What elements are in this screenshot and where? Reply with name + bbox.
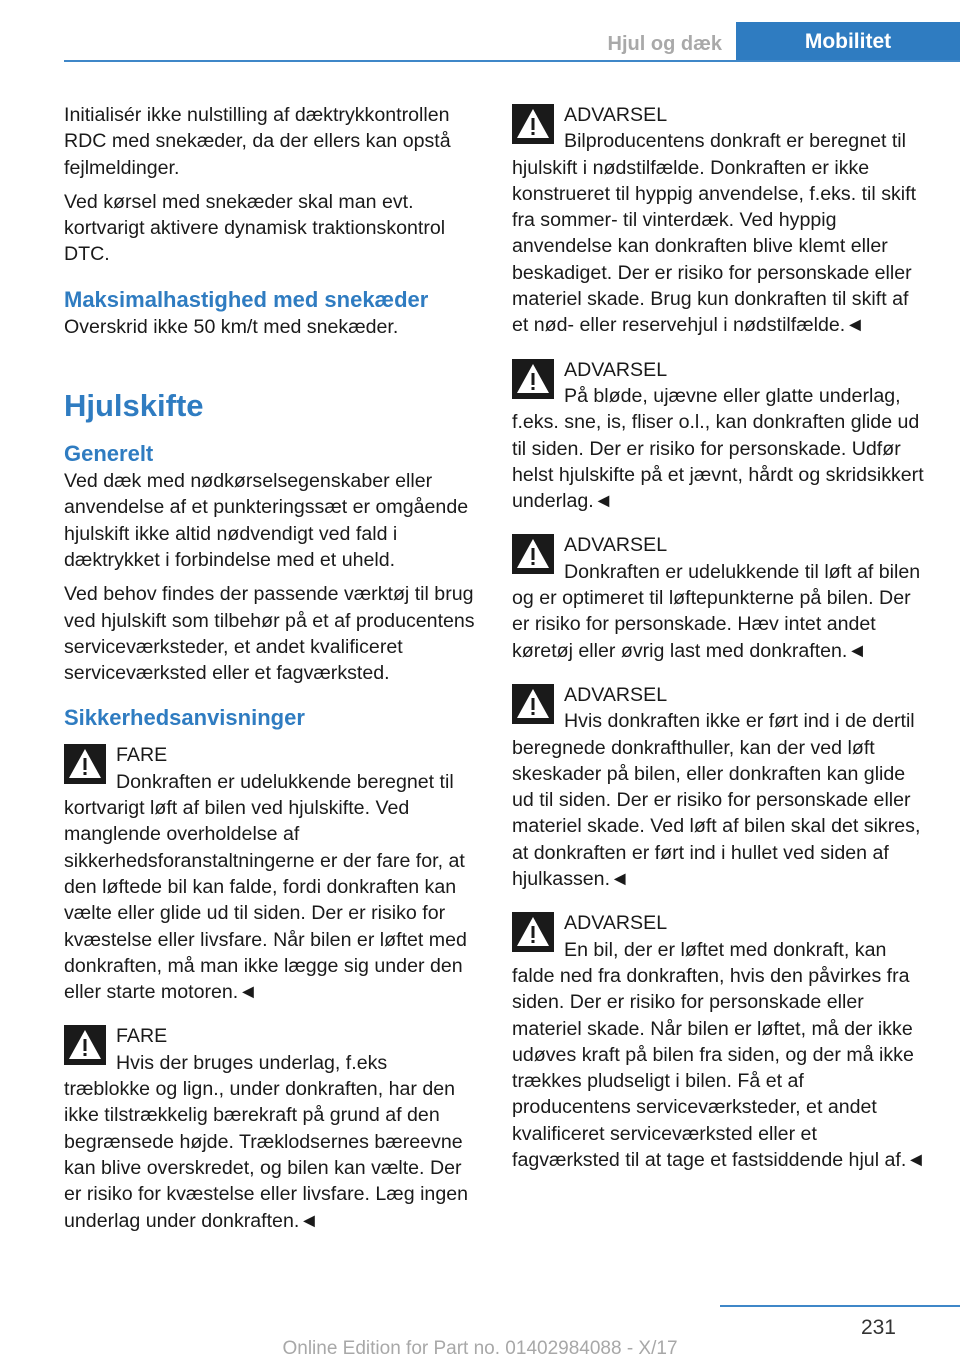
warning-triangle-icon xyxy=(64,1025,106,1065)
warning-title: FARE xyxy=(116,1025,168,1048)
warning-title: ADVARSEL xyxy=(564,912,668,935)
warning-block xyxy=(512,532,928,663)
warning-title: ADVARSEL xyxy=(564,358,668,381)
paragraph-general-1: Ved dæk med nødkørselsegenskaber eller anvendelse af et punkteringssæt er omgående hjulskift ikke altid nødvendigt ved fald i dæktrykket i forbindelse med et uheld. xyxy=(64,470,469,571)
right-column xyxy=(512,102,928,1191)
breadcrumb[interactable]: Hjul og dæk xyxy=(607,33,722,55)
warning-block xyxy=(512,102,928,339)
warning-triangle-icon xyxy=(512,359,554,399)
warning-block xyxy=(64,742,478,1005)
page-number: 231 xyxy=(860,1316,896,1339)
warning-text: Donkraften er udelukkende beregnet til kortvarigt løft af bilen ved hjulskifte. Ved manglende overholdelse af sikkerhedsforanstaltningerne er der fare for, at den løftede bil kan falde, fordi donkraften kan vælte eller glide ud til siden. Der er risiko for kvæstelse eller livsfare. Når bilen er løftet med donkraften, må man ikke lægge sig under den eller starte motoren.◄ xyxy=(64,770,467,1004)
warning-title: ADVARSEL xyxy=(564,104,668,126)
page-header xyxy=(0,0,960,62)
warning-block xyxy=(512,357,928,515)
warning-text: Bilproducentens donkraft er beregnet til hjulskift i nødstilfælde. Donkraften er ikke konstrueret til hyppig anvendelse, f.eks. til skift fra sommer- til vinterdæk. Ved hyppig anvendelse kan donkraften blive klemt eller beskadiget. Der er risiko for personskade eller materiel skade. Brug kun donkraften til skift af et nød- eller reservehjul i nødstilfælde.◄ xyxy=(512,130,917,337)
footer-rule xyxy=(720,1305,960,1307)
warning-triangle-icon xyxy=(512,534,554,574)
warning-text: Hvis der bruges underlag, f.eks træblokke og lign., under donkraften, har den ikke tilstrækkelig bærekraft på grund af den begrænsede højde. Træklodsernes bæreevne kan blive overskredet, og bilen kan vælte. Der er risiko for kvæstelse eller livsfare. Læg ingen underlag under donkraften.◄ xyxy=(64,1051,469,1232)
warning-title: ADVARSEL xyxy=(564,534,668,557)
warning-triangle-icon xyxy=(64,744,106,784)
paragraph-general-2: Ved behov findes der passende værktøj til brug ved hjulskift som tilbehør på et af producentens serviceværksteder, et andet kvalificeret serviceværksted eller et fagværksted. xyxy=(64,583,475,685)
warning-block xyxy=(512,910,928,1173)
heading-generelt: Generelt xyxy=(64,441,154,467)
warning-triangle-icon xyxy=(512,912,554,952)
paragraph-dtc: Ved kørsel med snekæder skal man evt. kortvarigt aktivere dynamisk traktionskontrol DTC. xyxy=(64,190,446,266)
left-column xyxy=(64,102,478,1252)
warning-block xyxy=(64,1023,478,1233)
warning-text: Donkraften er udelukkende til løft af bilen og er optimeret til løftepunkterne på bilen. Der er risiko for personskade. Hæv intet andet køretøj eller øvrig last med donkraften.◄ xyxy=(512,560,921,662)
warning-text: En bil, der er løftet med donkraft, kan falde ned fra donkraften, hvis den påvirkes fra siden. Der er risiko for personskade eller materiel skade. Når bilen er løftet, må der ikke udøves kraft på bilen fra siden, og der må ikke trækkes pludseligt i bilen. Få et af producentens serviceværksteder, et andet kvalificeret serviceværksted eller et fagværksted til at tage et fastsiddende hjul af.◄ xyxy=(512,938,926,1171)
warning-title: FARE xyxy=(116,744,168,767)
warning-text: På bløde, ujævne eller glatte underlag, f.eks. sne, is, fliser o.l., kan donkraften glide ud til siden. Der er risiko for personskade. Udfør helst hjulskifte på et jævnt, hårdt og skridsikkert underlag.◄ xyxy=(512,384,924,513)
warning-text: Hvis donkraften ikke er ført ind i de dertil beregnede donkrafthuller, kan der ved løft skeskader på bilen, eller donkraften kan glide ud til siden. Der er risiko for personskade eller materiel skade. Ved løft af bilen skal det sikres, at donkraften er ført ind i hullet ved siden af hjulkassen.◄ xyxy=(512,710,921,891)
heading-max-speed: Maksimalhastighed med snekæder xyxy=(64,286,429,312)
paragraph-max-speed: Overskrid ikke 50 km/t med snekæder. xyxy=(64,315,399,338)
heading-safety: Sikkerhedsanvisninger xyxy=(64,705,305,731)
heading-hjulskifte: Hjulskifte xyxy=(64,388,204,424)
tab-mobilitet[interactable]: Mobilitet xyxy=(736,22,960,62)
warning-triangle-icon xyxy=(512,104,554,144)
header-rule xyxy=(64,60,960,62)
warning-block xyxy=(512,682,928,892)
edition-footer: Online Edition for Part no. 01402984088 - X/17 xyxy=(282,1338,678,1359)
paragraph-rdc: Initialisér ikke nulstilling af dæktrykkontrollen RDC med snekæder, da der ellers kan opstå fejlmeldinger. xyxy=(64,104,451,179)
warning-triangle-icon xyxy=(512,684,554,724)
warning-title: ADVARSEL xyxy=(564,683,668,706)
